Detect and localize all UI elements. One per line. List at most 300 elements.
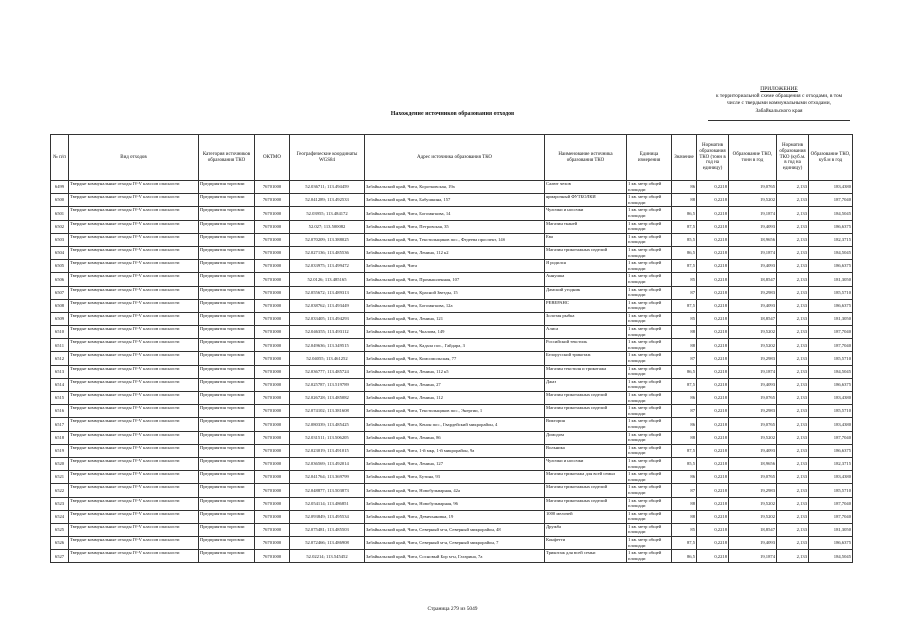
source-category-cell: Предприятия торговли [199, 497, 255, 510]
unit-cell: 1 кв. метр общей площади [627, 181, 672, 194]
source-category-cell: Предприятия торговли [199, 471, 255, 484]
oktmo-code-cell: 76701000 [255, 273, 290, 286]
waste-type-cell: Твердые коммунальные отходы IV-V классов опасности [69, 431, 199, 444]
oktmo-code-cell: 76701000 [255, 457, 290, 470]
value-cell: 86,5 [672, 246, 697, 259]
source-name-cell: 1000 мелочей [545, 510, 627, 523]
cubic-per-year-cell: 187,7040 [809, 431, 853, 444]
oktmo-code-cell: 76701000 [255, 181, 290, 194]
oktmo-code-cell: 76701000 [255, 286, 290, 299]
norm-cubic-cell: 2,133 [777, 431, 809, 444]
source-category-cell: Предприятия торговли [199, 339, 255, 352]
row-number-cell: 6505 [51, 260, 69, 273]
row-number-cell: 6513 [51, 365, 69, 378]
waste-type-cell: Твердые коммунальные отходы IV-V классов опасности [69, 471, 199, 484]
source-address-cell: Забайкальский край, Чита, Комсомольская, 77 [365, 352, 545, 365]
table-row [51, 312, 853, 325]
waste-type-cell: Твердые коммунальные отходы IV-V классов опасности [69, 444, 199, 457]
coordinates-cell: 52.075481; 113.485503 [290, 523, 365, 536]
source-name-cell: Дамский угодник [545, 286, 627, 299]
unit-cell: 1 кв. метр общей площади [627, 523, 672, 536]
coordinates-cell: 52.041764; 113.369799 [290, 471, 365, 484]
value-cell: 88 [672, 431, 697, 444]
coordinates-cell: 52.04055; 113.461252 [290, 352, 365, 365]
coordinates-cell: 52.074102; 113.381608 [290, 405, 365, 418]
cubic-per-year-cell: 185,5710 [809, 352, 853, 365]
source-name-cell: Джаз [545, 378, 627, 391]
source-name-cell: Магазин тканей [545, 220, 627, 233]
row-number-cell: 6503 [51, 233, 69, 246]
source-category-cell: Предприятия торговли [199, 220, 255, 233]
col-header: Адрес источника образования ТКО [365, 135, 545, 181]
coordinates-cell: 52.036777; 113.485724 [290, 365, 365, 378]
norm-tons-cell: 0,2218 [697, 299, 729, 312]
cubic-per-year-cell: 184,5045 [809, 550, 853, 563]
norm-cubic-cell: 2,133 [777, 365, 809, 378]
tons-per-year-cell: 18,9656 [729, 233, 777, 246]
value-cell: 85 [672, 312, 697, 325]
source-category-cell: Предприятия торговли [199, 326, 255, 339]
norm-tons-cell: 0,2218 [697, 326, 729, 339]
norm-cubic-cell: 2,133 [777, 273, 809, 286]
oktmo-code-cell: 76701000 [255, 326, 290, 339]
norm-cubic-cell: 2,133 [777, 220, 809, 233]
table-row [51, 523, 853, 536]
norm-tons-cell: 0,2218 [697, 246, 729, 259]
tons-per-year-cell: 19,2983 [729, 286, 777, 299]
norm-tons-cell: 0,2218 [697, 431, 729, 444]
norm-cubic-cell: 2,133 [777, 194, 809, 207]
header-divider [708, 120, 850, 121]
source-name-cell: Аннушка [545, 273, 627, 286]
value-cell: 87,5 [672, 220, 697, 233]
value-cell: 85 [672, 523, 697, 536]
value-cell: 88 [672, 194, 697, 207]
source-address-cell: Забайкальский край, Чита, Промышленная, 107 [365, 273, 545, 286]
source-name-cell: Российский текстиль [545, 339, 627, 352]
oktmo-code-cell: 76701000 [255, 444, 290, 457]
waste-type-cell: Твердые коммунальные отходы IV-V классов опасности [69, 352, 199, 365]
coordinates-cell: 52.038762; 113.493449 [290, 299, 365, 312]
cubic-per-year-cell: 186,6375 [809, 299, 853, 312]
col-header: Значение [672, 135, 697, 181]
oktmo-code-cell: 76701000 [255, 339, 290, 352]
table-row [51, 326, 853, 339]
value-cell: 86 [672, 181, 697, 194]
tons-per-year-cell: 19,4093 [729, 537, 777, 550]
row-number-cell: 6504 [51, 246, 69, 259]
table-row [51, 299, 853, 312]
coordinates-cell: 52.054114; 113.486851 [290, 497, 365, 510]
tons-per-year-cell: 19,0765 [729, 471, 777, 484]
waste-type-cell: Твердые коммунальные отходы IV-V классов опасности [69, 365, 199, 378]
coordinates-cell: 52.048877; 113.503873 [290, 484, 365, 497]
source-category-cell: Предприятия торговли [199, 457, 255, 470]
norm-tons-cell: 0,2218 [697, 550, 729, 563]
oktmo-code-cell: 76701000 [255, 497, 290, 510]
source-name-cell: Золотая рыбка [545, 312, 627, 325]
norm-cubic-cell: 2,133 [777, 392, 809, 405]
norm-cubic-cell: 2,133 [777, 444, 809, 457]
source-address-cell: Забайкальский край, Чита, Ленина, 112 [365, 392, 545, 405]
table-row [51, 392, 853, 405]
col-header: Вид отходов [69, 135, 199, 181]
waste-type-cell: Твердые коммунальные отходы IV-V классов опасности [69, 418, 199, 431]
cubic-per-year-cell: 184,5045 [809, 246, 853, 259]
cubic-per-year-cell: 187,7040 [809, 194, 853, 207]
cubic-per-year-cell: 181,3050 [809, 273, 853, 286]
tons-per-year-cell: 18,8547 [729, 273, 777, 286]
waste-type-cell: Твердые коммунальные отходы IV-V классов опасности [69, 312, 199, 325]
tons-per-year-cell: 19,1874 [729, 550, 777, 563]
oktmo-code-cell: 76701000 [255, 260, 290, 273]
tons-per-year-cell: 19,4093 [729, 260, 777, 273]
coordinates-cell: 52.036569; 113.492014 [290, 457, 365, 470]
oktmo-code-cell: 76701000 [255, 352, 290, 365]
source-address-cell: Забайкальский край, Чита, Ленина, 112 к5 [365, 365, 545, 378]
source-address-cell: Забайкальский край, Чита, Ленина, 112 к2 [365, 246, 545, 259]
cubic-per-year-cell: 183,4380 [809, 418, 853, 431]
source-name-cell: РЕВЕРАНС [545, 299, 627, 312]
value-cell: 87,5 [672, 299, 697, 312]
table-row [51, 457, 853, 470]
row-number-cell: 6508 [51, 299, 69, 312]
source-name-cell: Алиса [545, 326, 627, 339]
col-header: Норматив образования ТКО (куб.м. в год на единицу) [777, 135, 809, 181]
waste-type-cell: Твердые коммунальные отходы IV-V классов опасности [69, 181, 199, 194]
coordinates-cell: 52.023019; 113.491015 [290, 444, 365, 457]
source-address-cell: Забайкальский край, Чита, Коротковская, 19а [365, 181, 545, 194]
source-category-cell: Предприятия торговли [199, 510, 255, 523]
waste-sources-table [50, 134, 853, 563]
coordinates-cell: 52.070209; 113.388025 [290, 233, 365, 246]
table-row [51, 378, 853, 391]
unit-cell: 1 кв. метр общей площади [627, 378, 672, 391]
waste-type-cell: Твердые коммунальные отходы IV-V классов опасности [69, 194, 199, 207]
row-number-cell: 6514 [51, 378, 69, 391]
tons-per-year-cell: 19,1874 [729, 365, 777, 378]
norm-tons-cell: 0,2218 [697, 378, 729, 391]
row-number-cell: 6507 [51, 286, 69, 299]
source-category-cell: Предприятия торговли [199, 207, 255, 220]
source-category-cell: Предприятия торговли [199, 537, 255, 550]
source-name-cell: Магазин трикотажных изделий [545, 405, 627, 418]
source-name-cell: Магазин трикотажных изделий [545, 392, 627, 405]
table-row [51, 339, 853, 352]
source-address-cell: Забайкальский край, Чита, Сосновый Бор м-н, Гагарина, 7а [365, 550, 545, 563]
norm-cubic-cell: 2,133 [777, 352, 809, 365]
cubic-per-year-cell: 186,6375 [809, 260, 853, 273]
source-name-cell: Магазин трикотажных изделий [545, 484, 627, 497]
oktmo-code-cell: 76701000 [255, 246, 290, 259]
oktmo-code-cell: 76701000 [255, 233, 290, 246]
oktmo-code-cell: 76701000 [255, 207, 290, 220]
source-name-cell: Виктория [545, 418, 627, 431]
row-number-cell: 6524 [51, 510, 69, 523]
cubic-per-year-cell: 182,3715 [809, 233, 853, 246]
source-name-cell: Дружба [545, 523, 627, 536]
value-cell: 86 [672, 471, 697, 484]
coordinates-cell: 52.027; 113.500082 [290, 220, 365, 233]
value-cell: 86,5 [672, 550, 697, 563]
norm-tons-cell: 0,2218 [697, 444, 729, 457]
source-category-cell: Предприятия торговли [199, 312, 255, 325]
coordinates-cell: 52.025787; 113.519789 [290, 378, 365, 391]
unit-cell: 1 кв. метр общей площади [627, 365, 672, 378]
norm-cubic-cell: 2,133 [777, 286, 809, 299]
source-address-cell: Забайкальский край, Чита, Красной Звезды, 15 [365, 286, 545, 299]
tons-per-year-cell: 18,9656 [729, 457, 777, 470]
tons-per-year-cell: 19,4093 [729, 378, 777, 391]
value-cell: 87,5 [672, 537, 697, 550]
waste-type-cell: Твердые коммунальные отходы IV-V классов опасности [69, 273, 199, 286]
waste-type-cell: Твердые коммунальные отходы IV-V классов опасности [69, 220, 199, 233]
value-cell: 87 [672, 405, 697, 418]
table-row [51, 510, 853, 523]
value-cell: 86,5 [672, 365, 697, 378]
tons-per-year-cell: 19,5202 [729, 510, 777, 523]
table-row [51, 220, 853, 233]
source-address-cell: Забайкальский край, Чита, Текстильщиков пос., Энергии, 1 [365, 405, 545, 418]
source-address-cell: Забайкальский край, Чита, 1-й мкр, 1-й микрорайон, 9а [365, 444, 545, 457]
table-row [51, 207, 853, 220]
tons-per-year-cell: 18,8547 [729, 312, 777, 325]
row-number-cell: 6527 [51, 550, 69, 563]
tons-per-year-cell: 19,4093 [729, 220, 777, 233]
table-row [51, 444, 853, 457]
cubic-per-year-cell: 186,6375 [809, 537, 853, 550]
row-number-cell: 6521 [51, 471, 69, 484]
coordinates-cell: 52.041289; 113.492533 [290, 194, 365, 207]
value-cell: 88 [672, 510, 697, 523]
norm-cubic-cell: 2,133 [777, 299, 809, 312]
tons-per-year-cell: 19,0765 [729, 181, 777, 194]
norm-tons-cell: 0,2218 [697, 220, 729, 233]
source-address-cell: Забайкальский край, Чита, Ленина, 121 [365, 312, 545, 325]
source-name-cell: Вольника [545, 444, 627, 457]
value-cell: 88 [672, 339, 697, 352]
source-category-cell: Предприятия торговли [199, 260, 255, 273]
col-header: Образование ТКО, куб.м в год [809, 135, 853, 181]
source-address-cell: Забайкальский край, Чита, Петровская, 35 [365, 220, 545, 233]
norm-tons-cell: 0,2218 [697, 286, 729, 299]
value-cell: 87 [672, 286, 697, 299]
value-cell: 87,5 [672, 260, 697, 273]
oktmo-code-cell: 76701000 [255, 365, 290, 378]
cubic-per-year-cell: 184,5045 [809, 365, 853, 378]
row-number-cell: 6510 [51, 326, 69, 339]
norm-cubic-cell: 2,133 [777, 312, 809, 325]
row-number-cell: 6509 [51, 312, 69, 325]
unit-cell: 1 кв. метр общей площади [627, 497, 672, 510]
oktmo-code-cell: 76701000 [255, 299, 290, 312]
waste-type-cell: Твердые коммунальные отходы IV-V классов опасности [69, 260, 199, 273]
table-row [51, 246, 853, 259]
unit-cell: 1 кв. метр общей площади [627, 312, 672, 325]
source-address-cell: Забайкальский край, Чита, Богомягкова, 12а [365, 299, 545, 312]
appendix-line: к территориальной схеме обращения с отходами, в том [715, 93, 843, 100]
source-address-cell: Забайкальский край, Чита, Ленина, 127 [365, 457, 545, 470]
row-number-cell: 6519 [51, 444, 69, 457]
source-address-cell: Забайкальский край, Чита, Бутина, 93 [365, 471, 545, 484]
norm-cubic-cell: 2,133 [777, 378, 809, 391]
row-number-cell: 6500 [51, 194, 69, 207]
norm-tons-cell: 0,2218 [697, 457, 729, 470]
tons-per-year-cell: 19,4093 [729, 444, 777, 457]
table-row [51, 537, 853, 550]
source-category-cell: Предприятия торговли [199, 273, 255, 286]
norm-tons-cell: 0,2218 [697, 365, 729, 378]
row-number-cell: 6525 [51, 523, 69, 536]
appendix-line: Забайкальского края [755, 107, 803, 114]
cubic-per-year-cell: 187,7040 [809, 326, 853, 339]
source-address-cell: Забайкальский край, Чита, Северный м-н, Северный микрорайон, 7 [365, 537, 545, 550]
unit-cell: 1 кв. метр общей площади [627, 207, 672, 220]
waste-type-cell: Твердые коммунальные отходы IV-V классов опасности [69, 286, 199, 299]
unit-cell: 1 кв. метр общей площади [627, 352, 672, 365]
tons-per-year-cell: 18,8547 [729, 523, 777, 536]
coordinates-cell: 52.0126; 113.485165 [290, 273, 365, 286]
waste-type-cell: Твердые коммунальные отходы IV-V классов опасности [69, 523, 199, 536]
value-cell: 88 [672, 326, 697, 339]
norm-cubic-cell: 2,133 [777, 181, 809, 194]
norm-tons-cell: 0,2218 [697, 484, 729, 497]
source-category-cell: Предприятия торговли [199, 181, 255, 194]
source-name-cell: Салют чехов [545, 181, 627, 194]
value-cell: 87 [672, 352, 697, 365]
waste-type-cell: Твердые коммунальные отходы IV-V классов опасности [69, 378, 199, 391]
oktmo-code-cell: 76701000 [255, 418, 290, 431]
appendix-title: ПРИЛОЖЕНИЕ [760, 86, 798, 92]
source-name-cell: Трикотаж для всей семьи [545, 550, 627, 563]
waste-type-cell: Твердые коммунальные отходы IV-V классов опасности [69, 339, 199, 352]
cubic-per-year-cell: 182,3715 [809, 457, 853, 470]
source-name-cell: Магазин текстиля и трикотажа [545, 365, 627, 378]
unit-cell: 1 кв. метр общей площади [627, 233, 672, 246]
source-address-cell: Забайкальский край, Чита, Ленина, 27 [365, 378, 545, 391]
table-row [51, 273, 853, 286]
cubic-per-year-cell: 185,5710 [809, 484, 853, 497]
oktmo-code-cell: 76701000 [255, 550, 290, 563]
row-number-cell: 6526 [51, 537, 69, 550]
table-row [51, 550, 853, 563]
source-category-cell: Предприятия торговли [199, 365, 255, 378]
source-address-cell: Забайкальский край, Чита, Кенон пос., Гвардейский микрорайон, 4 [365, 418, 545, 431]
norm-cubic-cell: 2,133 [777, 497, 809, 510]
norm-tons-cell: 0,2218 [697, 523, 729, 536]
cubic-per-year-cell: 185,5710 [809, 286, 853, 299]
norm-tons-cell: 0,2218 [697, 352, 729, 365]
coordinates-cell: 52.036711; 113.494459 [290, 181, 365, 194]
row-number-cell: 6502 [51, 220, 69, 233]
unit-cell: 1 кв. метр общей площади [627, 299, 672, 312]
row-number-cell: 6506 [51, 273, 69, 286]
source-name-cell: Магазин трикотажных изделий [545, 246, 627, 259]
source-address-cell: Забайкальский край, Чита, Текстильщиков пос., Федеева проспект, 14б [365, 233, 545, 246]
tons-per-year-cell: 19,5202 [729, 194, 777, 207]
table-row [51, 181, 853, 194]
tons-per-year-cell: 19,4093 [729, 299, 777, 312]
value-cell: 87,5 [672, 378, 697, 391]
source-category-cell: Предприятия торговли [199, 405, 255, 418]
unit-cell: 1 кв. метр общей площади [627, 418, 672, 431]
coordinates-cell: 52.080339; 113.485425 [290, 418, 365, 431]
source-name-cell: Я родился [545, 260, 627, 273]
cubic-per-year-cell: 186,6375 [809, 378, 853, 391]
source-name-cell: Домодом [545, 431, 627, 444]
source-name-cell: Магазин трикотажных изделий [545, 497, 627, 510]
oktmo-code-cell: 76701000 [255, 312, 290, 325]
source-category-cell: Предприятия торговли [199, 194, 255, 207]
table-row [51, 418, 853, 431]
source-address-cell: Забайкальский край, Чита, Северный м-н, Северный микрорайон, 48 [365, 523, 545, 536]
cubic-per-year-cell: 187,7040 [809, 339, 853, 352]
source-address-cell: Забайкальский край, Чита [365, 260, 545, 273]
norm-cubic-cell: 2,133 [777, 339, 809, 352]
value-cell: 86 [672, 418, 697, 431]
table-row [51, 365, 853, 378]
col-header: Наименование источника образования ТКО [545, 135, 627, 181]
source-category-cell: Предприятия торговли [199, 378, 255, 391]
norm-tons-cell: 0,2218 [697, 260, 729, 273]
tons-per-year-cell: 19,0765 [729, 392, 777, 405]
row-number-cell: 6522 [51, 484, 69, 497]
document-title: Нахождение источников образования отходов [390, 111, 515, 117]
tons-per-year-cell: 19,1874 [729, 207, 777, 220]
col-header: Единица измерения [627, 135, 672, 181]
unit-cell: 1 кв. метр общей площади [627, 194, 672, 207]
waste-type-cell: Твердые коммунальные отходы IV-V классов опасности [69, 405, 199, 418]
tons-per-year-cell: 19,5202 [729, 431, 777, 444]
waste-type-cell: Твердые коммунальные отходы IV-V классов опасности [69, 299, 199, 312]
unit-cell: 1 кв. метр общей площади [627, 471, 672, 484]
norm-cubic-cell: 2,133 [777, 418, 809, 431]
cubic-per-year-cell: 187,7040 [809, 510, 853, 523]
cubic-per-year-cell: 187,7040 [809, 497, 853, 510]
norm-cubic-cell: 2,133 [777, 550, 809, 563]
cubic-per-year-cell: 184,5045 [809, 207, 853, 220]
norm-tons-cell: 0,2218 [697, 181, 729, 194]
value-cell: 86,5 [672, 207, 697, 220]
page-number: Страница 279 из 5049 [427, 606, 478, 612]
unit-cell: 1 кв. метр общей площади [627, 484, 672, 497]
value-cell: 85 [672, 273, 697, 286]
table-row [51, 194, 853, 207]
table-row [51, 471, 853, 484]
waste-type-cell: Твердые коммунальные отходы IV-V классов опасности [69, 510, 199, 523]
tons-per-year-cell: 19,5202 [729, 326, 777, 339]
source-address-cell: Забайкальский край, Чита, Девичьяковка, 19 [365, 510, 545, 523]
norm-cubic-cell: 2,133 [777, 484, 809, 497]
coordinates-cell: 52.093849; 113.495534 [290, 510, 365, 523]
row-number-cell: 6520 [51, 457, 69, 470]
table-row [51, 286, 853, 299]
source-category-cell: Предприятия торговли [199, 352, 255, 365]
table-row [51, 431, 853, 444]
source-address-cell: Забайкальский край, Чита, Новобульварная, 42а [365, 484, 545, 497]
value-cell: 85,5 [672, 457, 697, 470]
cubic-per-year-cell: 183,4380 [809, 392, 853, 405]
value-cell: 85,5 [672, 233, 697, 246]
norm-cubic-cell: 2,133 [777, 405, 809, 418]
table-body [51, 181, 853, 563]
unit-cell: 1 кв. метр общей площади [627, 405, 672, 418]
source-category-cell: Предприятия торговли [199, 392, 255, 405]
waste-type-cell: Твердые коммунальные отходы IV-V классов опасности [69, 457, 199, 470]
source-name-cell: Магазин трикотажа для всей семьи [545, 471, 627, 484]
norm-tons-cell: 0,2218 [697, 497, 729, 510]
cubic-per-year-cell: 183,4380 [809, 471, 853, 484]
